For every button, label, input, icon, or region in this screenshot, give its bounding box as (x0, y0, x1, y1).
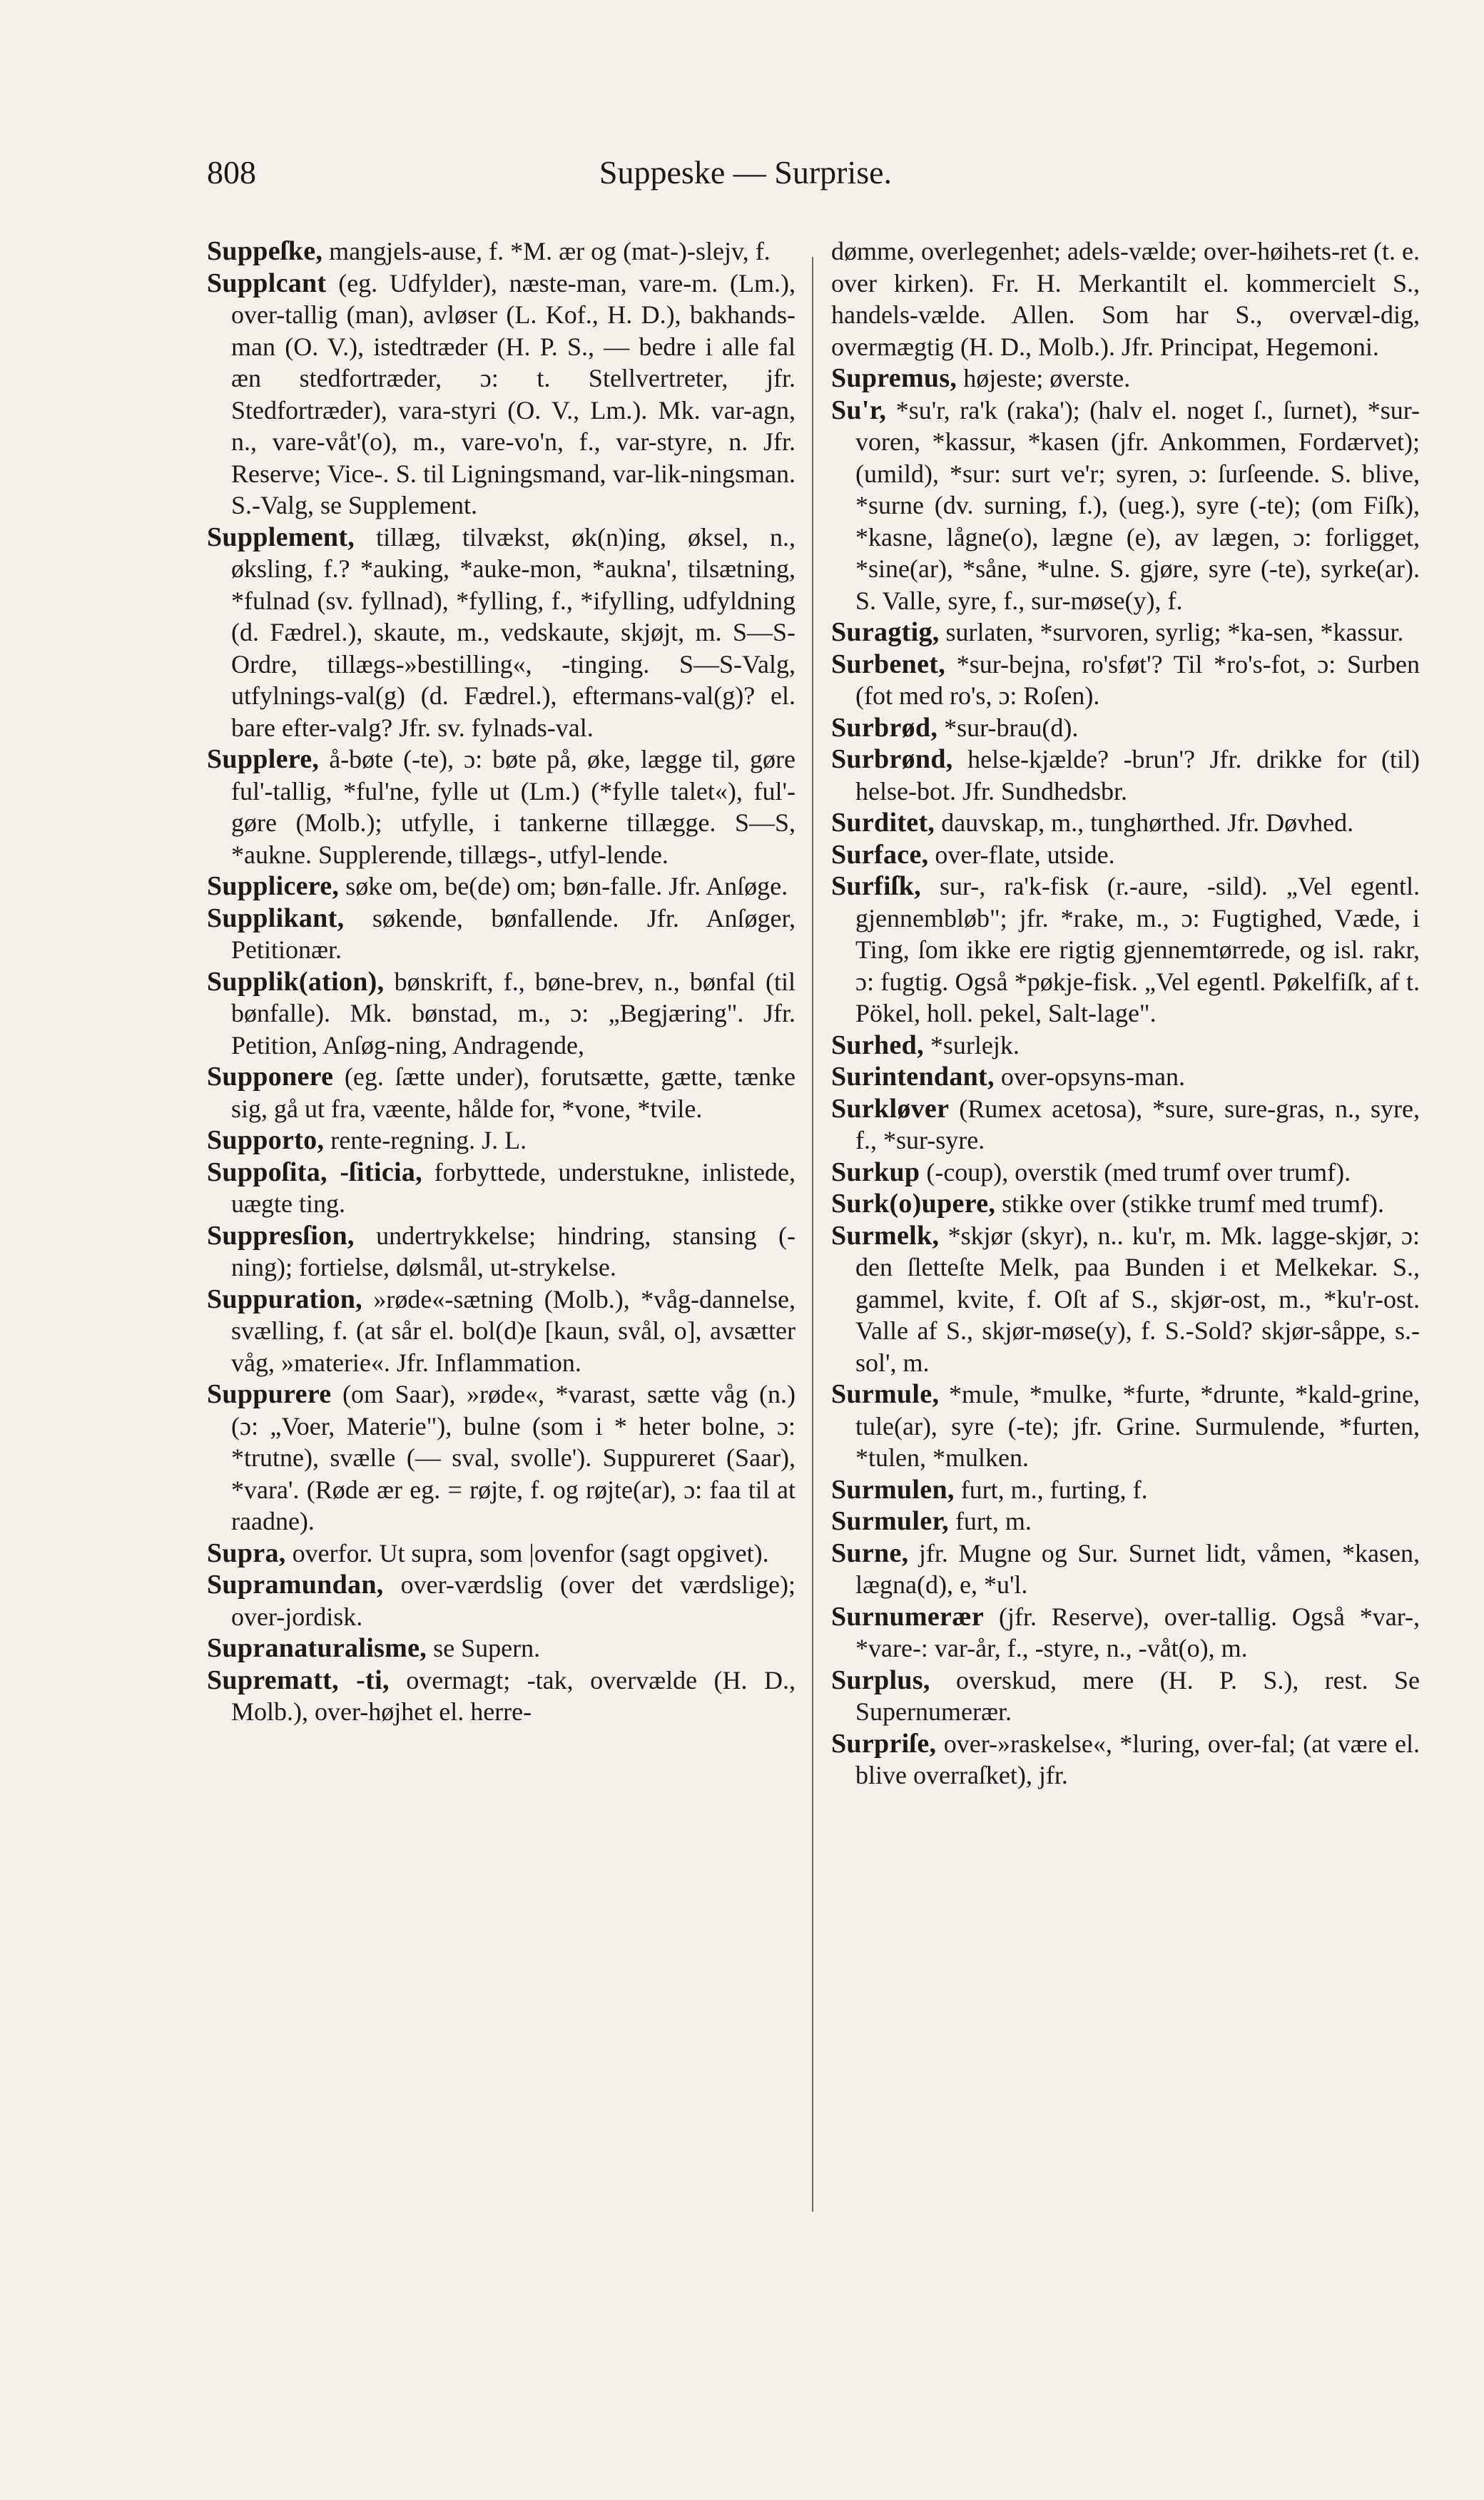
entry-headword: Suppresſion, (207, 1220, 355, 1251)
dictionary-entry (831, 616, 1420, 649)
entry-definition: dauvskap, m., tunghørthed. Jfr. Døvhed. (941, 808, 1354, 837)
dictionary-entry (207, 1124, 796, 1157)
entry-definition: *sur-brau(d). (944, 713, 1079, 742)
dictionary-entry (207, 1665, 796, 1728)
entry-headword: Surface, (831, 839, 929, 870)
entry-definition: (-coup), overstik (med trumf over trumf). (926, 1157, 1351, 1187)
right-column (831, 235, 1420, 1792)
dictionary-entry (207, 235, 796, 268)
dictionary-entry (831, 1728, 1420, 1792)
entry-headword: Surfiſk, (831, 871, 921, 901)
dictionary-entry (831, 1220, 1420, 1379)
entry-definition: over-opsyns-man. (1000, 1062, 1186, 1091)
dictionary-entry (831, 1474, 1420, 1506)
dictionary-entry (207, 966, 796, 1062)
dictionary-entry (207, 1378, 796, 1538)
entry-headword: Suppuration, (207, 1284, 362, 1314)
dictionary-entry (831, 743, 1420, 807)
entry-definition: surlaten, *survoren, syrlig; *ka-sen, *kassur. (945, 618, 1404, 646)
dictionary-entry (831, 1061, 1420, 1093)
entry-definition: *sur-bejna, ro'sføt'? Til *ro's-fot, ɔ: Surben (fot med ro's, ɔ: Roſen). (855, 649, 1420, 710)
entry-headword: Suppoſita, -ſiticia, (207, 1157, 422, 1187)
entry-definition: furt, m. (955, 1507, 1032, 1535)
entry-headword: Surnumerær (831, 1601, 985, 1632)
entry-definition: furt, m., furting, f. (960, 1475, 1148, 1504)
entry-definition: (jfr. Reserve), over-tallig. Også *var-, *vare-: var-år, f., -styre, n., -våt(o), m. (855, 1602, 1420, 1662)
dictionary-entry (831, 1505, 1420, 1538)
dictionary-entry (831, 235, 1420, 362)
dictionary-entry (831, 1538, 1420, 1601)
entry-headword: Supponere (207, 1062, 334, 1092)
entry-definition: *su'r, ra'k (raka'); (halv el. noget ſ., ſurnet), *sur-voren, *kassur, *kasen (jfr. Ankommen, Fordærvet); (umild), *sur: surt ve'r; syren, ɔ: ſurſeende. S. blive, *surne (dv. surning, f.), (ueg.), syre (-te); (om Fiſk), *kasne, lågne(o), lægne (e), av lægen, ɔ: forligget, *sine(ar), *såne, *ulne. S. gjøre, syre (-te), syrke(ar). S. Valle, syre, f., sur-møse(y), f. (855, 395, 1421, 615)
entry-definition: højeste; øverste. (963, 364, 1131, 392)
entry-headword: Suragtig, (831, 617, 940, 647)
entry-headword: Suppeſke, (207, 236, 323, 266)
entry-definition: (eg. Udfylder), næste-man, vare-m. (Lm.), over-tallig (man), avløser (L. Kof., H. D.), bakhands-man (O. V.), istedtræder (H. P. S., — bedre i alle fal æn stedfortræder, ɔ: t. Stellvertreter, jfr. Stedfortræder), vara-styri (O. V., Lm.). Mk. var-agn, n., vare-våt'(o), m., vare-vo'n, f., var-styre, n. Jfr. Reserve; Vice-. S. til Ligningsmand, var-lik-ningsman. S.-Valg, se Supplement. (231, 268, 796, 519)
running-title: Suppeske — Surprise. (599, 154, 893, 190)
dictionary-entry (831, 395, 1420, 617)
dictionary-entry (207, 1569, 796, 1632)
entry-definition: mangjels-ause, f. *M. ær og (mat-)-slejv, f. (329, 237, 771, 265)
entry-headword: Supplik(ation), (207, 966, 385, 997)
dictionary-entry (831, 1601, 1420, 1665)
entry-definition: (om Saar), »røde«, *varast, sætte våg (n.) (ɔ: „Voer, Materie"), bulne (som i * heter bolne, ɔ: *trutne), svælle (— sval, svolle'). Suppureret (Saar), *vara'. (Røde ær eg. = røjte, f. og røjte(ar), ɔ: faa til at raadne). (231, 1380, 796, 1535)
dictionary-entry (831, 1188, 1420, 1220)
entry-definition: overfor. Ut supra, som |ovenfor (sagt opgivet). (292, 1538, 769, 1567)
entry-headword: Supranaturalisme, (207, 1633, 427, 1663)
dictionary-entry (207, 1284, 796, 1379)
dictionary-entry (207, 1220, 796, 1284)
dictionary-entry (207, 1061, 796, 1124)
dictionary-entry (207, 903, 796, 966)
entry-headword: Surmuler, (831, 1506, 949, 1536)
entry-headword: Surditet, (831, 808, 935, 838)
left-column (207, 235, 796, 1728)
dictionary-entry (831, 1030, 1420, 1062)
dictionary-entry (831, 807, 1420, 839)
entry-headword: Supramundan, (207, 1570, 384, 1600)
entry-definition: (eg. ſætte under), forutsætte, gætte, tænke sig, gå ut fra, væente, hålde for, *vone, *tvile. (231, 1062, 796, 1123)
entry-headword: Suppurere (207, 1379, 332, 1409)
entry-definition: over-flate, utside. (935, 840, 1115, 869)
entry-headword: Supplikant, (207, 903, 345, 933)
dictionary-entry (831, 870, 1420, 1030)
entry-definition: stikke over (stikke trumf med trumf). (1002, 1189, 1385, 1218)
dictionary-entry (831, 712, 1420, 744)
entry-headword: Surbrød, (831, 712, 938, 743)
entry-definition: »røde«-sætning (Molb.), *våg-dannelse, svælling, f. (at sår el. bol(d)e [kaun, svål, o], avsætter våg, »materie«. Jfr. Inflammation. (231, 1284, 796, 1377)
entry-headword: Surne, (831, 1538, 909, 1568)
entry-headword: Suprematt, -ti, (207, 1665, 390, 1695)
entry-definition: se Supern. (433, 1634, 541, 1662)
entry-headword: Supremus, (831, 363, 957, 393)
entry-definition: jfr. Mugne og Sur. Surnet lidt, våmen, *kasen, lægna(d), e, *u'l. (855, 1538, 1420, 1599)
entry-headword: Surmule, (831, 1379, 940, 1409)
dictionary-entry (831, 649, 1420, 712)
entry-definition: å-bøte (-te), ɔ: bøte på, øke, lægge til, gøre ful'-tallig, *ful'ne, fylle ut (Lm.) (*fylle talet«), ful'-gøre (Molb.); utfylle, i tankerne tillægge. S—S, *aukne. Supplerende, tillægs-, utfyl-lende. (231, 745, 796, 869)
entry-headword: Surkup (831, 1157, 920, 1187)
entry-definition: sur-, ra'k-fisk (r.-aure, -sild). „Vel egentl. gjennembløb"; jfr. *rake, m., ɔ: Fugtighed, Væde, i Ting, ſom ikke ere rigtig gjennemtørrede, og isl. rakr, ɔ: fugtig. Også *pøkje-fisk. „Vel egentl. Pøkelfiſk, af t. Pökel, holl. pekel, Salt-lage". (855, 872, 1420, 1027)
entry-headword: Surmulen, (831, 1474, 955, 1505)
entry-definition: dømme, overlegenhet; adels-vælde; over-høihets-ret (t. e. over kirken). Fr. H. Merkantilt el. kommercielt S., handels-vælde. Allen. Som har S., overvæl-dig, overmægtig (H. D., Molb.). Jfr. Principat, Hegemoni. (831, 237, 1420, 361)
entry-headword: Surbrønd, (831, 744, 953, 774)
entry-headword: Supplcant (207, 268, 327, 298)
dictionary-entry (207, 522, 796, 744)
page-header (207, 153, 1284, 205)
entry-headword: Surintendant, (831, 1062, 995, 1092)
dictionary-entry (207, 1538, 796, 1570)
entry-definition: (Rumex acetosa), *sure, sure-gras, n., syre, f., *sur-syre. (855, 1094, 1421, 1154)
entry-headword: Supplere, (207, 744, 320, 774)
entry-definition: *mule, *mulke, *furte, *drunte, *kald-grine, tule(ar), syre (-te); jfr. Grine. Surmulende, *furten, *tulen, *mulken. (855, 1380, 1421, 1472)
entry-definition: helse-kjælde? -brun'? Jfr. drikke for (til) helse-bot. Jfr. Sundhedsbr. (855, 745, 1420, 806)
dictionary-entry (207, 1157, 796, 1220)
entry-definition: søkende, bønfallende. Jfr. Anſøger, Petitionær. (231, 903, 796, 964)
dictionary-entry (831, 839, 1420, 871)
entry-definition: *surlejk. (930, 1030, 1020, 1060)
entry-definition: *skjør (skyr), n.. ku'r, m. Mk. lagge-skjør, ɔ: den ſletteſte Melk, paa Bunden i et Melkekar. S., gammel, kvite, f. Oſt af S., skjør-ost, m., *ku'r-ost. Valle af S., skjør-møse(y), f. S.-Sold? skjør-såppe, s.-sol', m. (855, 1221, 1420, 1377)
entry-headword: Surbenet, (831, 649, 945, 679)
dictionary-entry (207, 1632, 796, 1665)
dictionary-entry (207, 743, 796, 870)
entry-headword: Surpriſe, (831, 1728, 937, 1759)
dictionary-entry (831, 1157, 1420, 1189)
entry-definition: overmagt; -tak, overvælde (H. D., Molb.), over-højhet el. herre- (231, 1665, 796, 1726)
entry-definition: rente-regning. J. L. (330, 1126, 527, 1154)
dictionary-entry (207, 268, 796, 522)
entry-definition: forbyttede, understukne, inlistede, uægte ting. (231, 1157, 796, 1218)
entry-definition: bønskrift, f., bøne-brev, n., bønfal (til bønfalle). Mk. bønstad, m., ɔ: „Begjæring". Jfr. Petition, Anſøg-ning, Andragende, (231, 967, 796, 1060)
entry-definition: undertrykkelse; hindring, stansing (-ning); fortielse, dølsmål, ut-strykelse. (231, 1221, 796, 1281)
entry-definition: overskud, mere (H. P. S.), rest. Se Supernumerær. (855, 1665, 1420, 1726)
entry-headword: Supplicere, (207, 871, 340, 901)
dictionary-entry (207, 870, 796, 903)
entry-headword: Surhed, (831, 1030, 924, 1060)
entry-definition: over-værdslig (over det værdslige); over-jordisk. (231, 1570, 796, 1631)
dictionary-entry (831, 362, 1420, 395)
page-number: 808 (207, 154, 256, 190)
entry-definition: søke om, be(de) om; bøn-falle. Jfr. Anſøge. (345, 872, 788, 900)
entry-headword: Su'r, (831, 395, 887, 425)
entry-headword: Surkløver (831, 1093, 950, 1124)
dictionary-entry (831, 1093, 1420, 1157)
entry-headword: Supporto, (207, 1125, 325, 1155)
entry-headword: Supra, (207, 1538, 286, 1568)
entry-headword: Surmelk, (831, 1220, 940, 1251)
dictionary-entry (831, 1665, 1420, 1728)
entry-headword: Surk(o)upere, (831, 1189, 996, 1219)
dictionary-entry (831, 1378, 1420, 1474)
column-divider (812, 257, 813, 2212)
entry-headword: Surplus, (831, 1665, 930, 1695)
entry-definition: over-»raskelse«, *luring, over-fal; (at være el. blive overraſket), jfr. (855, 1729, 1421, 1789)
entry-headword: Supplement, (207, 522, 355, 552)
entry-definition: tillæg, tilvækst, øk(n)ing, øksel, n., øksling, f.? *auking, *auke-mon, *aukna', tilsætning, *fulnad (sv. fyllnad), *fylling, f., *ifylling, udfyldning (d. Fædrel.), skaute, m., vedskaute, skjøjt, m. S—S-Ordre, tillægs-»bestilling«, -tinging. S—S-Valg, utfylnings-val(g) (d. Fædrel.), eftermans-val(g)? el. bare efter-valg? Jfr. sv. fylnads-val. (231, 522, 796, 742)
